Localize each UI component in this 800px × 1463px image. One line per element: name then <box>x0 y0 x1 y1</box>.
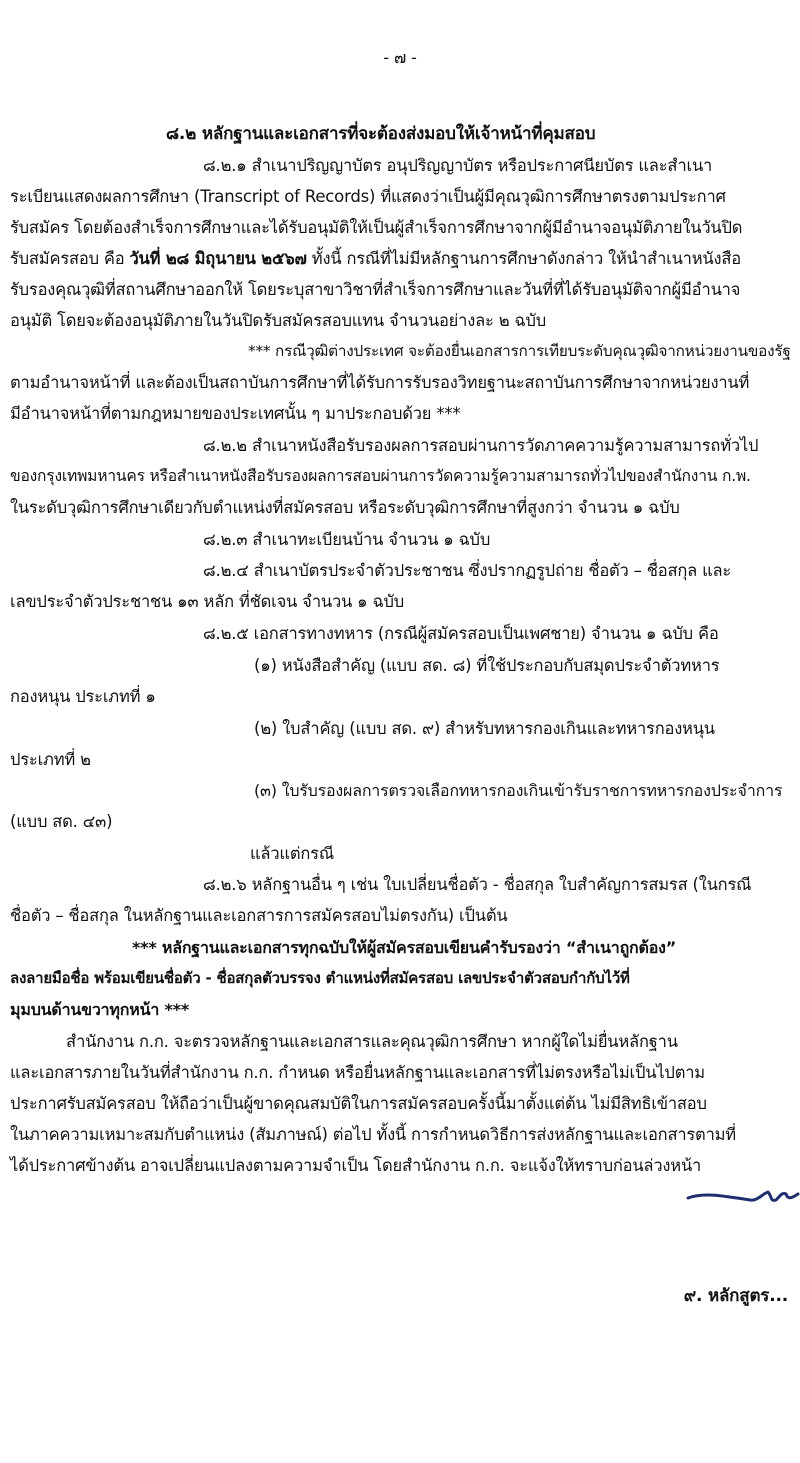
item-821-line-4 <box>10 251 741 268</box>
item-826-line-2: ชื่อตัว – ชื่อสกุล ในหลักฐานและเอกสารการสมัครสอบไม่ตรงกัน) เป็นต้น <box>10 906 508 925</box>
section-heading: ๘.๒ หลักฐานและเอกสารที่จะต้องส่งมอบให้เจ้าหน้าที่คุมสอบ <box>166 124 596 144</box>
item-822-line-2: ของกรุงเทพมหานคร หรือสำเนาหนังสือรับรองผลการสอบผ่านการวัดความรู้ความสามารถทั่วไปของสำนักงาน ก.พ. <box>10 467 751 485</box>
item-825-sub1-line-2: กองหนุน ประเภทที่ ๑ <box>10 687 156 706</box>
item-822-line-3: ในระดับวุฒิการศึกษาเดียวกับตำแหน่งที่สมัครสอบ หรือระดับวุฒิการศึกษาที่สูงกว่า จำนวน ๑ ฉบับ <box>10 498 680 517</box>
item-824-line-1: ๘.๒.๔ สำเนาบัตรประจำตัวประชาชน ซึ่งปรากฏรูปถ่าย ชื่อตัว – ชื่อสกุล และ <box>203 561 732 580</box>
item-821-line-6: อนุมัติ โดยจะต้องอนุมัติภายในวันปิดรับสมัครสอบแทน จำนวนอย่างละ ๒ ฉบับ <box>10 311 546 330</box>
page-number: - ๗ - <box>383 48 417 67</box>
item-821-line-4c: ทั้งนี้ กรณีที่ไม่มีหลักฐานการศึกษาดังกล่าว ให้นำสำเนาหนังสือ <box>306 249 741 268</box>
closing-line-1: สำนักงาน ก.ก. จะตรวจหลักฐานและเอกสารและคุณวุฒิการศึกษา หากผู้ใดไม่ยื่นหลักฐาน <box>66 1032 678 1051</box>
signature-mark <box>684 1176 800 1216</box>
item-825-sub3-line-1: (๓) ใบรับรองผลการตรวจเลือกทหารกองเกินเข้ารับราชการทหารกองประจำการ <box>254 781 783 800</box>
cert-note-line-1: *** หลักฐานและเอกสารทุกฉบับให้ผู้สมัครสอบเขียนคำรับรองว่า “สำเนาถูกต้อง” <box>132 938 677 957</box>
item-825-sub3-line-2: (แบบ สด. ๔๓) <box>10 812 113 831</box>
cert-note-line-2: ลงลายมือชื่อ พร้อมเขียนชื่อตัว - ชื่อสกุลตัวบรรจง ตำแหน่งที่สมัครสอบ เลขประจำตัวสอบกำกับไว้ที่ <box>10 969 630 987</box>
item-826-line-1: ๘.๒.๖ หลักฐานอื่น ๆ เช่น ใบเปลี่ยนชื่อตัว - ชื่อสกุล ใบสำคัญการสมรส (ในกรณี <box>203 875 752 894</box>
item-821-line-1: ๘.๒.๑ สำเนาปริญญาบัตร อนุปริญญาบัตร หรือประกาศนียบัตร และสำเนา <box>203 156 713 175</box>
item-821-line-3: รับสมัคร โดยต้องสำเร็จการศึกษาและได้รับอนุมัติให้เป็นผู้สำเร็จการศึกษาจากผู้มีอำนาจอนุมัติภายในวันปิด <box>10 218 743 237</box>
item-825-sub2-line-1: (๒) ใบสำคัญ (แบบ สด. ๙) สำหรับทหารกองเกินและทหารกองหนุน <box>254 719 715 738</box>
closing-line-2: และเอกสารภายในวันที่สำนักงาน ก.ก. กำหนด หรือยื่นหลักฐานและเอกสารที่ไม่ตรงหรือไม่เป็นไปตาม <box>10 1063 705 1082</box>
closing-line-3: ประกาศรับสมัครสอบ ให้ถือว่าเป็นผู้ขาดคุณสมบัติในการสมัครสอบครั้งนี้มาตั้งแต่ต้น ไม่มีสิทธิเข้าสอบ <box>10 1094 707 1113</box>
item-825-sub2-line-2: ประเภทที่ ๒ <box>10 750 91 769</box>
foreign-note-line-2: ตามอำนาจหน้าที่ และต้องเป็นสถาบันการศึกษาที่ได้รับการรับรองวิทยฐานะสถาบันการศึกษาจากหน่วยงานที่ <box>10 373 750 392</box>
item-821-line-2: ระเบียนแสดงผลการศึกษา (Transcript of Records) ที่แสดงว่าเป็นผู้มีคุณวุฒิการศึกษาตรงตามประกาศ <box>10 187 726 206</box>
item-825-tail: แล้วแต่กรณี <box>250 844 334 863</box>
item-822-line-1: ๘.๒.๒ สำเนาหนังสือรับรองผลการสอบผ่านการวัดภาคความรู้ความสามารถทั่วไป <box>203 436 759 455</box>
next-page-reference: ๙. หลักสูตร... <box>683 1286 788 1306</box>
closing-line-4: ในภาคความเหมาะสมกับตำแหน่ง (สัมภาษณ์) ต่อไป ทั้งนี้ การกำหนดวิธีการส่งหลักฐานและเอกสารตามที่ <box>10 1125 736 1144</box>
closing-line-5: ได้ประกาศข้างต้น อาจเปลี่ยนแปลงตามความจำเป็น โดยสำนักงาน ก.ก. จะแจ้งให้ทราบก่อนล่วงหน้า <box>10 1156 702 1175</box>
cert-note-line-3: มุมบนด้านขวาทุกหน้า *** <box>10 1000 189 1019</box>
item-821-line-4a: รับสมัครสอบ คือ <box>10 249 130 268</box>
item-821-line-5: รับรองคุณวุฒิที่สถานศึกษาออกให้ โดยระบุสาขาวิชาที่สำเร็จการศึกษาและวันที่ที่ได้รับอนุมัติจากผู้มีอำนาจ <box>10 280 741 299</box>
foreign-note-line-3: มีอำนาจหน้าที่ตามกฎหมายของประเทศนั้น ๆ มาประกอบด้วย *** <box>10 404 461 423</box>
item-824-line-2: เลขประจำตัวประชาชน ๑๓ หลัก ที่ชัดเจน จำนวน ๑ ฉบับ <box>10 592 405 611</box>
foreign-note-line-1: *** กรณีวุฒิต่างประเทศ จะต้องยื่นเอกสารการเทียบระดับคุณวุฒิจากหน่วยงานของรัฐ <box>248 342 791 360</box>
item-823: ๘.๒.๓ สำเนาทะเบียนบ้าน จำนวน ๑ ฉบับ <box>203 530 491 549</box>
item-825-sub1-line-1: (๑) หนังสือสำคัญ (แบบ สด. ๘) ที่ใช้ประกอบกับสมุดประจำตัวทหาร <box>254 656 720 675</box>
closing-date: วันที่ ๒๘ มิถุนายน ๒๕๖๗ <box>129 249 307 268</box>
item-825-line-1: ๘.๒.๕ เอกสารทางทหาร (กรณีผู้สมัครสอบเป็นเพศชาย) จำนวน ๑ ฉบับ คือ <box>203 624 719 643</box>
